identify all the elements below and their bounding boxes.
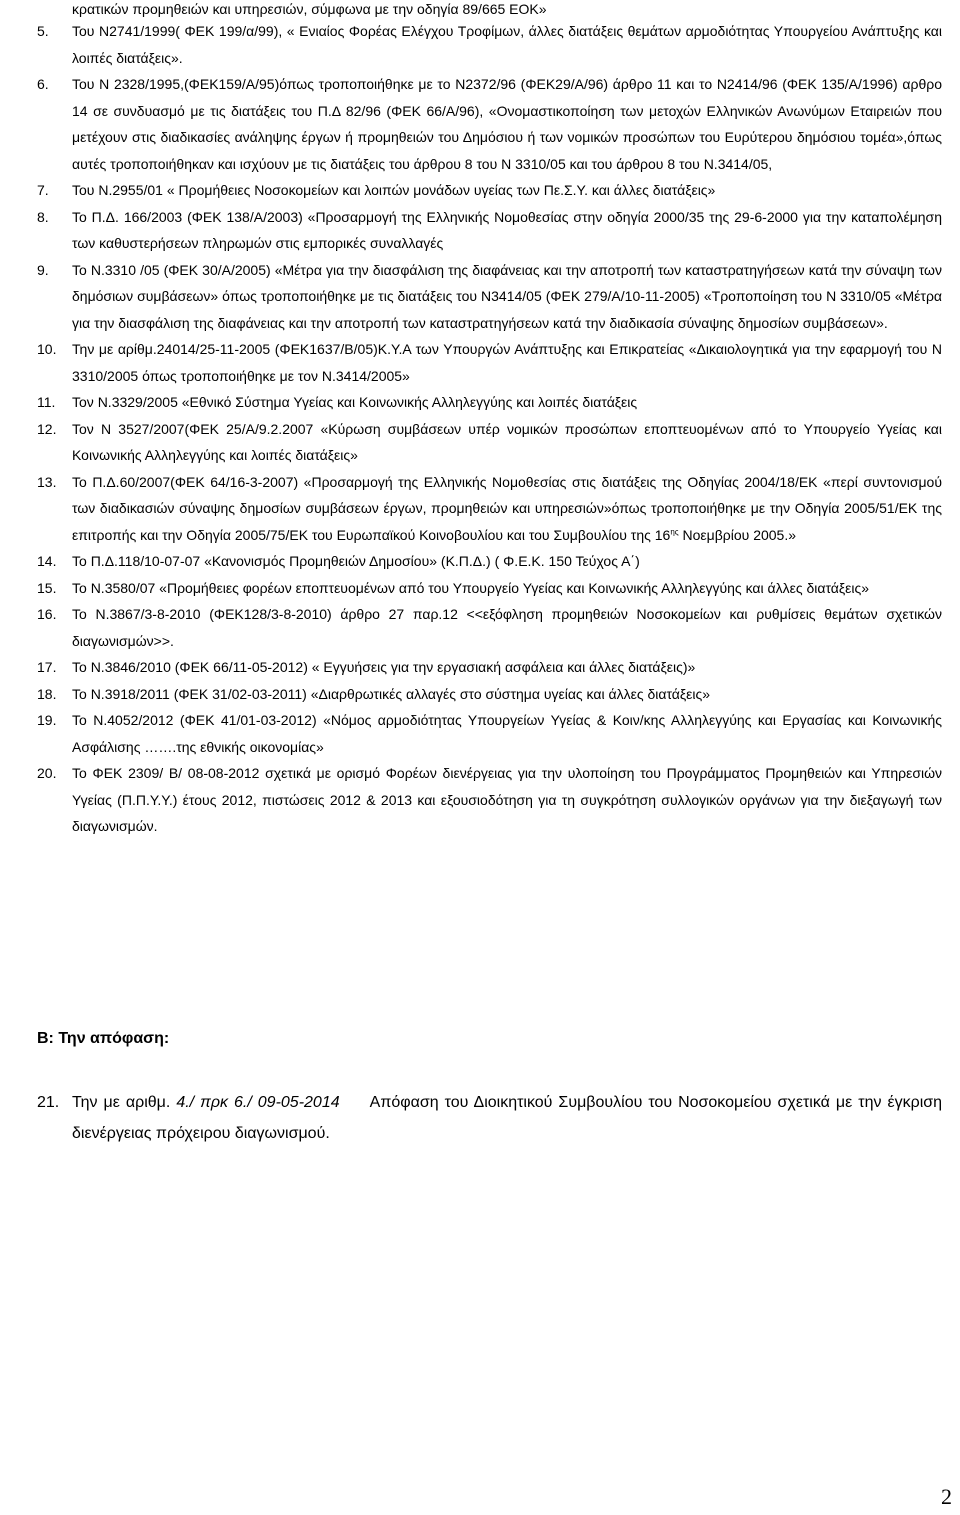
item-text-tail: Νοεμβρίου 2005.» xyxy=(678,526,797,543)
item-text: Το ΦΕΚ 2309/ Β/ 08-08-2012 σχετικά με ορισμό Φορέων διενέργειας για την υλοποίηση του Προγράμματος Προμηθειών και Υπηρεσιών Υγείας (Π.Π.Υ.Υ.) έτους 2012, πιστώσεις 2012 & 2013 και εξουσιοδότηση για τη συγκρότηση συλλογικών οργάνων για την διεξαγωγή των διαγωνισμών. xyxy=(72,765,942,834)
item-number: 21. xyxy=(37,1094,60,1111)
item-number: 15. xyxy=(37,579,57,596)
decision-block xyxy=(0,1087,960,1149)
item-text: Το Π.Δ. 166/2003 (ΦΕΚ 138/Α/2003) «Προσαρμογή της Ελληνικής Νομοθεσίας στην οδηγία 2000/35 της 29-6-2000 για την καταπολέμηση των καθυστερήσεων πληρωμών στις εμπορικές συναλλαγές xyxy=(72,208,942,251)
list-item xyxy=(0,469,960,549)
section-b-title: Β: Την απόφαση: xyxy=(37,1030,170,1047)
page-number: 2 xyxy=(941,1484,952,1509)
item-text: Το Π.Δ.60/2007(ΦΕΚ 64/16-3-2007) «Προσαρμογή της Ελληνικής Νομοθεσίας στις διατάξεις της Οδηγίας 2004/18/ΕΚ «περί συντονισμού των διαδικασιών σύναψης δημοσίων συμβάσεων έργων, προμηθειών και υπηρεσιών»όπως τροποποιήθηκε με την Οδηγία 2005/51/ΕΚ της επιτροπής και την Οδηγία 2005/75/ΕΚ του Ευρωπαϊκού Κοινοβουλίου και του Συμβουλίου της 16 xyxy=(72,473,942,543)
item-text: Το Ν.3580/07 «Προμήθειες φορέων εποπτευομένων από του Υπουργείο Υγείας και Κοινωνικής Αλληλεγγύης και άλλες διατάξεις» xyxy=(72,579,870,596)
item-number: 19. xyxy=(37,712,57,728)
item-text: Το Ν.3846/2010 (ΦΕΚ 66/11-05-2012) « Εγγυήσεις για την εργασιακή ασφάλεια και άλλες διατάξεις)» xyxy=(72,659,696,675)
list-item xyxy=(0,760,960,840)
item-text: Του Ν2741/1999( ΦΕΚ 199/α/99), « Ενιαίος Φορέας Ελέγχου Τροφίμων, άλλες διατάξεις θεμάτων αρμοδιότητας Υπουργείου Ανάπτυξης και λοιπές διατάξεις». xyxy=(72,23,942,66)
item-text: Το Ν.3310 /05 (ΦΕΚ 30/Α/2005) «Μέτρα για την διασφάλιση της διαφάνειας και την αποτροπή των καταστρατηγήσεων κατά την σύναψη των δημόσιων συμβάσεων» όπως τροποποιήθηκε με τις διατάξεις του Ν3414/05 (ΦΕΚ 279/Α/10-11-2005) «Τροποποίηση του Ν 3310/05 «Μέτρα για την διασφάλιση της διαφάνειας και την αποτροπή των καταστρατηγήσεων κατά την διαδικασία σύναψης δημοσίων συμβάσεων». xyxy=(72,261,942,331)
item-text: Το Ν.3867/3-8-2010 (ΦΕΚ128/3-8-2010) άρθρο 27 παρ.12 <<εξόφληση προμηθειών Νοσοκομείων και ρυθμίσεις θεμάτων σχετικών διαγωνισμών>>. xyxy=(72,606,942,649)
item-superscript: ης xyxy=(670,526,679,536)
item-text: Τον Ν.3329/2005 «Εθνικό Σύστημα Υγείας και Κοινωνικής Αλληλεγγύης και λοιπές διατάξεις xyxy=(72,394,638,410)
list-item xyxy=(0,257,960,337)
item-text: Το Ν.3918/2011 (ΦΕΚ 31/02-03-2011) «Διαρθρωτικές αλλαγές στο σύστημα υγείας και άλλες διατάξεις» xyxy=(72,685,711,702)
item-number: 16. xyxy=(37,606,57,622)
item-number: 9. xyxy=(37,261,49,278)
item-number: 18. xyxy=(37,685,57,702)
item-number: 20. xyxy=(37,765,57,781)
list-item xyxy=(0,204,960,257)
item-number: 7. xyxy=(37,182,49,198)
item-number: 5. xyxy=(37,23,49,39)
item-text: Την με αρίθμ.24014/25-11-2005 (ΦΕΚ1637/Β/05)Κ.Υ.Α των Υπουργών Ανάπτυξης και Επικρατείας «Δικαιολογητικά για την εφαρμογή του Ν 3310/2005 όπως τροποποιήθηκε με τον Ν.3414/2005» xyxy=(72,341,942,384)
item-text: Του Ν 2328/1995,(ΦΕΚ159/Α/95)όπως τροποποιήθηκε με το Ν2372/96 (ΦΕΚ29/Α/96) άρθρο 11 και το Ν2414/96 (ΦΕΚ 135/Α/1996) αρθρο 14 σε συνδυασμό με τις διατάξεις του Π.Δ 82/96 (ΦΕΚ 66/Α/96), «Ονομαστικοποίηση των μετοχών Ελληνικών Ανωνύμων Εταιρειών που μετέχουν στις διαδικασίες ανάληψης έργων ή προμηθειών του Δημόσιου ή των νομικών προσώπων του Ευρύτερου δημόσιου τομέα»,όπως αυτές τροποποιήθηκαν και ισχύουν με τις διατάξεις του άρθρου 8 του Ν 3310/05 και του άρθρου 8 του Ν.3414/05, xyxy=(72,76,942,172)
item-number: 12. xyxy=(37,420,57,437)
item-number: 8. xyxy=(37,208,49,225)
list-item xyxy=(0,389,960,416)
item-text: Το Ν.4052/2012 (ΦΕΚ 41/01-03-2012) «Νόμος αρμοδιότητας Υπουργείων Υγείας & Κοιν/κης Αλληλεγγύης και Εργασίας και Κοινωνικής Ασφάλισης …….της εθνικής οικονομίας» xyxy=(72,712,942,755)
list-item xyxy=(0,681,960,708)
decision-prefix: Την με αριθμ. xyxy=(72,1094,177,1111)
item-number: 14. xyxy=(37,553,57,569)
item-number: 17. xyxy=(37,659,57,675)
list-item xyxy=(0,707,960,760)
item-number: 13. xyxy=(37,473,57,490)
list-item xyxy=(0,71,960,177)
item-number: 10. xyxy=(37,341,57,357)
list-item xyxy=(0,601,960,654)
list-item xyxy=(0,336,960,389)
item-number: 6. xyxy=(37,76,49,92)
list-item xyxy=(0,575,960,602)
list-item xyxy=(0,416,960,469)
decision-reference: 4./ πρκ 6./ 09-05-2014 xyxy=(176,1094,340,1111)
list-item xyxy=(0,654,960,681)
item-text: Τον Ν 3527/2007(ΦΕΚ 25/Α/9.2.2007 «Κύρωση συμβάσεων υπέρ νομικών προσώπων εποπτευομένων από το Υπουργείο Υγείας και Κοινωνικής Αλληλεγγύης και λοιπές διατάξεις» xyxy=(72,420,942,463)
list-item xyxy=(0,1087,960,1149)
list-item xyxy=(0,177,960,204)
item-text: Το Π.Δ.118/10-07-07 «Κανονισμός Προμηθειών Δημοσίου» (Κ.Π.Δ.) ( Φ.Ε.Κ. 150 Τεύχος Α΄) xyxy=(72,553,640,569)
decision-text: Απόφαση του Διοικητικού Συμβουλίου του Νοσοκομείου σχετικά με την έγκριση διενέργειας πρόχειρου διαγωνισμού. xyxy=(72,1094,943,1142)
item-number: 11. xyxy=(37,394,56,410)
item-text: Του Ν.2955/01 « Προμήθειες Νοσοκομείων και λοιπών μονάδων υγείας των Πε.Σ.Υ. και άλλες διατάξεις» xyxy=(72,182,716,198)
legal-basis-list xyxy=(0,18,960,840)
list-item xyxy=(0,18,960,71)
lead-line: κρατικών προμηθειών και υπηρεσιών, σύμφωνα με την οδηγία 89/665 ΕΟΚ» xyxy=(72,1,547,17)
list-item xyxy=(0,548,960,575)
